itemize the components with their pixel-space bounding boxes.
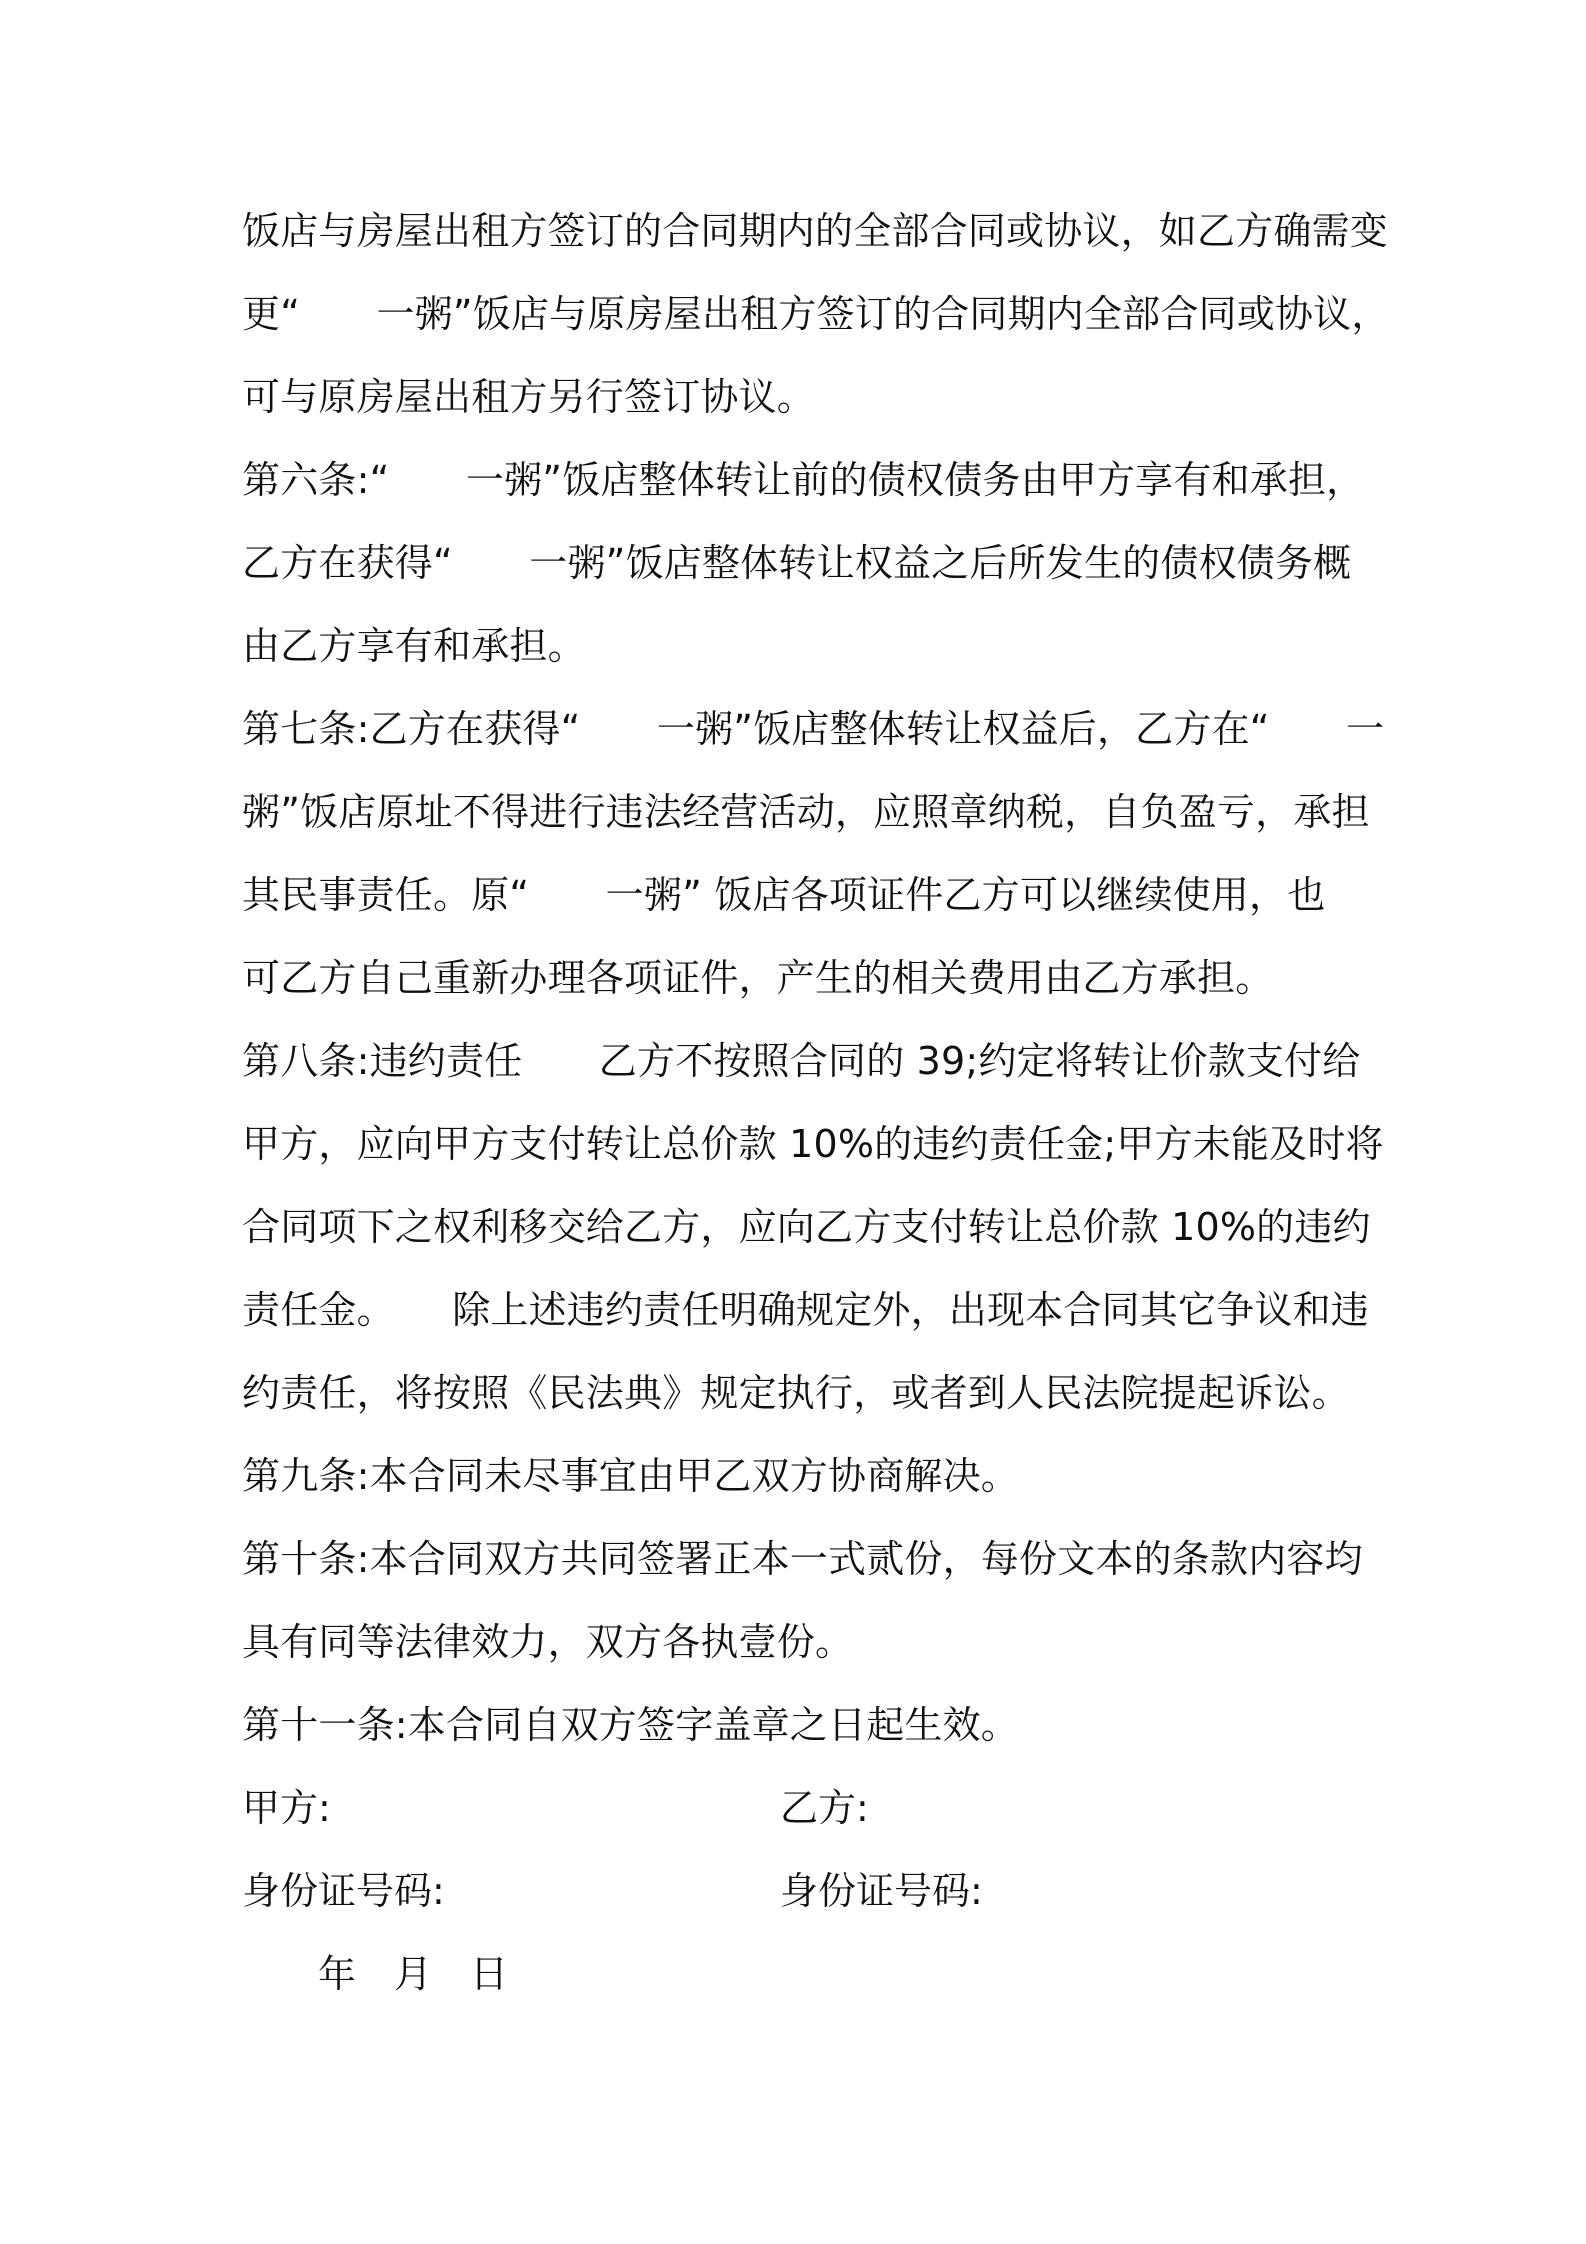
- text-line: 第六条:“ 一粥”饭店整体转让前的债权债务由甲方享有和承担，: [242, 458, 1365, 502]
- party-b-label: 乙方:: [780, 1786, 869, 1830]
- text-line: 具有同等法律效力，双方各执壹份。: [242, 1620, 854, 1664]
- text-line: 更“ 一粥”饭店与原房屋出租方签订的合同期内全部合同或协议，: [242, 292, 1390, 336]
- text-line: 由乙方享有和承担。: [242, 624, 586, 668]
- text-line: 第七条:乙方在获得“ 一粥”饭店整体转让权益后，乙方在“ 一: [242, 707, 1385, 751]
- signing-date: 年 月 日: [318, 1952, 509, 1996]
- text-line: 可乙方自己重新办理各项证件，产生的相关费用由乙方承担。: [242, 956, 1274, 1000]
- text-line: 第十条:本合同双方共同签署正本一式贰份，每份文本的条款内容均: [242, 1537, 1363, 1581]
- text-line: 可与原房屋出租方另行签订协议。: [242, 375, 816, 419]
- text-line: 责任金。 除上述违约责任明确规定外，出现本合同其它争议和违: [242, 1288, 1370, 1332]
- text-line: 第八条:违约责任 乙方不按照合同的 39;约定将转让价款支付给: [242, 1039, 1361, 1083]
- party-a-label: 甲方:: [242, 1786, 331, 1830]
- text-line: 第十一条:本合同自双方签字盖章之日起生效。: [242, 1703, 1020, 1747]
- party-b-id-label: 身份证号码:: [780, 1869, 983, 1913]
- text-line: 乙方在获得“ 一粥”饭店整体转让权益之后所发生的债权债务概: [242, 541, 1352, 585]
- text-line: 合同项下之权利移交给乙方，应向乙方支付转让总价款 10%的违约: [242, 1205, 1371, 1249]
- text-line: 第九条:本合同未尽事宜由甲乙双方协商解决。: [242, 1454, 1020, 1498]
- text-line: 其民事责任。原“ 一粥” 饭店各项证件乙方可以继续使用，也: [242, 873, 1326, 917]
- text-line: 粥”饭店原址不得进行违法经营活动，应照章纳税，自负盈亏，承担: [242, 790, 1370, 834]
- text-line: 约责任，将按照《民法典》规定执行，或者到人民法院提起诉讼。: [242, 1371, 1350, 1415]
- text-line: 饭店与房屋出租方签订的合同期内的全部合同或协议，如乙方确需变: [242, 209, 1389, 253]
- party-a-id-label: 身份证号码:: [242, 1869, 445, 1913]
- text-line: 甲方，应向甲方支付转让总价款 10%的违约责任金;甲方未能及时将: [242, 1122, 1384, 1166]
